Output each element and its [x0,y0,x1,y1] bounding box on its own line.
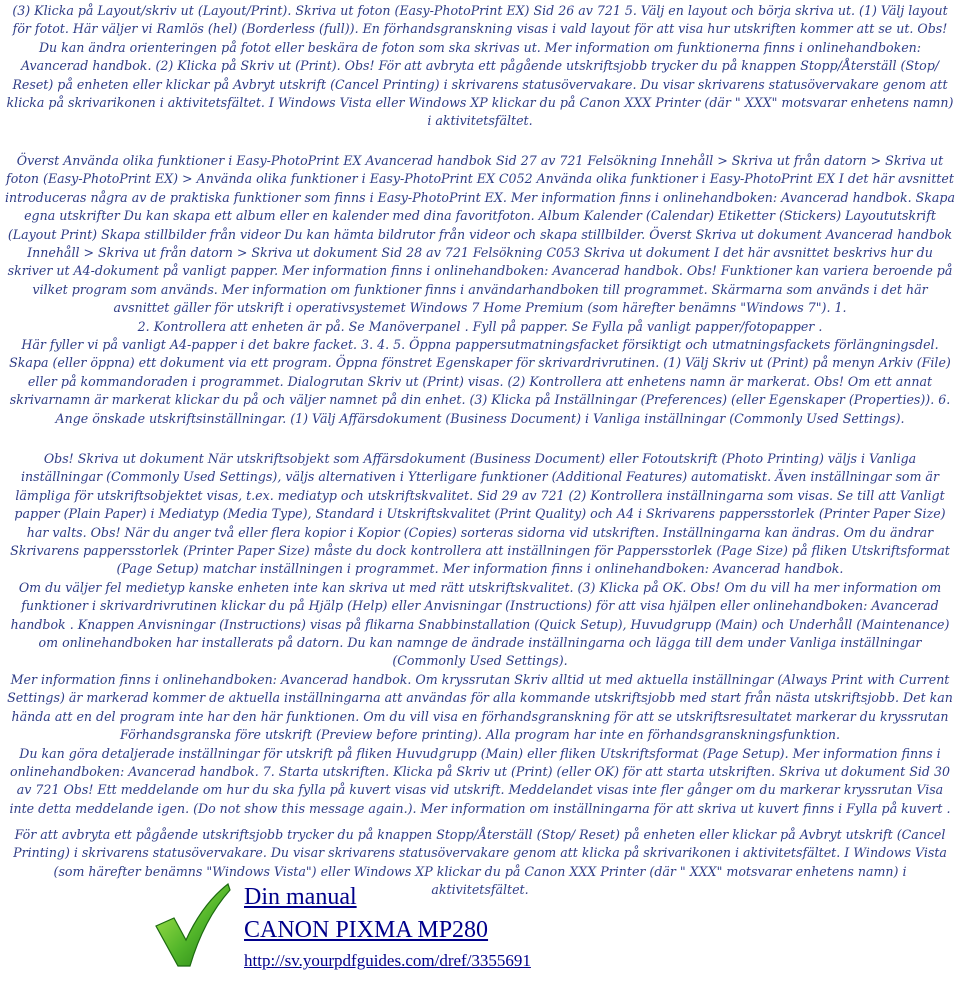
product-name-link[interactable]: CANON PIXMA MP280 [244,917,489,943]
text-paragraph: Överst Använda olika funktioner i Easy-PhotoPrint EX Avancerad handbok Sid 27 av 721 Felsökning Innehåll > Skriva ut från datorn > Skriva ut foton (Easy-PhotoPrint EX) > Använda olika funktioner i Easy-PhotoPrint EX C052 Använda olika funktioner i Easy-PhotoPrint EX I det här avsnittet introduceras några av de praktiska funktioner som finns i Easy-PhotoPrint EX. Mer information finns i onlinehandboken: Avancerad handbok. Skapa egna utskrifter Du kan skapa ett album eller en kalender med dina favoritfoton. Album Kalender (Calendar) Etiketter (Stickers) Layoututskrift (Layout Print) Skapa stillbilder från videor Du kan hämta bildrutor från videor och skapa stillbilder. Överst Skriva ut dokument Avancerad handbok Innehåll > Skriva ut från datorn > Skriva ut dokument Sid 28 av 721 Felsökning C053 Skriva ut dokument I det här avsnittet beskrivs hur du skriver ut A4-dokument på vanligt papper. Mer information finns i onlinehandboken: Avancerad handbok. Obs! Funktioner kan variera beroende på vilket program som används. Mer information om funktioner finns i användarhandboken till programmet. Skärmarna som används i det här avsnittet gäller för utskrift i operativsystemet Windows 7 Home Premium (som härefter benämns "Windows 7"). 1. 2. Kontrollera att enheten är på. Se Manöverpanel . Fyll på papper. Se Fylla på vanligt papper/fotopapper . Här fyller vi på vanligt A4-papper i det bakre facket. 3. 4. 5. Öppna pappersutmatningsfacket försiktigt och utmatningsfackets förlängningsdel. Skapa (eller öppna) ett dokument via ett program. Öppna fönstret Egenskaper för skrivardrivrutinen. (1) Välj Skriv ut (Print) på menyn Arkiv (File) eller på kommandoraden i programmet. Dialogrutan Skriv ut (Print) visas. (2) Kontrollera att enhetens namn är markerat. Obs! Om ett annat skrivarnamn är markerat klickar du på och väljer namnet på din enhet. (3) Klicka på Inställningar (Preferences) (eller Egenskaper (Properties)). 6. Ange önskade utskriftsinställningar. (1) Välj Affärsdokument (Business Document) i Vanliga inställningar (Commonly Used Settings). [5,153,955,426]
manual-title-link[interactable]: Din manual [244,884,357,910]
manual-footer [0,880,960,980]
manual-links [244,882,531,972]
text-paragraph: (3) Klicka på Layout/skriv ut (Layout/Print). Skriva ut foton (Easy-PhotoPrint EX) Sid 26 av 721 5. Välj en layout och börja skriva ut. (1) Välj layout för fotot. Här väljer vi Ramlös (hel) (Borderless (full)). En förhandsgranskning visas i vald layout för att visa hur utskriften kommer att se ut. Obs! Du kan ändra orienteringen på fotot eller beskära de foton som ska skrivas ut. Mer information om funktionerna finns i onlinehandboken: Avancerad handbok. (2) Klicka på Skriv ut (Print). Obs! För att avbryta ett pågående utskriftsjobb trycker du på knappen Stopp/Återställ (Stop/ Reset) på enheten eller klickar på Avbryt utskrift (Cancel Printing) i skrivarens statusövervakare. Du visar skrivarens statusövervakare genom att klicka på skrivarikonen i aktivitetsfältet. I Windows Vista eller Windows XP klickar du på Canon XXX Printer (där " XXX" motsvarar enhetens namn) i aktivitetsfältet. [6,3,954,129]
green-checkmark-icon [152,882,232,968]
text-paragraph: Obs! Skriva ut dokument När utskriftsobjekt som Affärsdokument (Business Document) eller Fotoutskrift (Photo Printing) väljs i Vanliga inställningar (Commonly Used Settings), väljs alternativen i Ytterligare funktioner (Additional Features) automatiskt. Även inställningar som är lämpliga för utskriftsobjektet visas, t.ex. mediatyp och utskriftskvalitet. Sid 29 av 721 (2) Kontrollera inställningarna som visas. Se till att Vanligt papper (Plain Paper) i Mediatyp (Media Type), Standard i Utskriftskvalitet (Print Quality) och A4 i Skrivarens pappersstorlek (Printer Paper Size) har valts. Obs! När du anger två eller flera kopior i Kopior (Copies) sorteras sidorna vid utskriften. Inställningarna kan ändras. Om du ändrar Skrivarens pappersstorlek (Printer Paper Size) måste du dock kontrollera att inställningen för Pappersstorlek (Page Size) på fliken Utskriftsformat (Page Setup) matchar inställningen i programmet. Mer information finns i onlinehandboken: Avancerad handbok. Om du väljer fel medietyp kanske enheten inte kan skriva ut med rätt utskriftskvalitet. (3) Klicka på OK. Obs! Om du vill ha mer information om funktioner i skrivardrivrutinen klickar du på Hjälp (Help) eller Anvisningar (Instructions) för att visa hjälpen eller onlinehandboken: Avancerad handbok . Knappen Anvisningar (Instructions) visas på flikarna Snabbinstallation (Quick Setup), Huvudgrupp (Main) och Underhåll (Maintenance) om onlinehandboken har installerats på datorn. Du kan namnge de ändrade inställningarna och lägga till dem under Vanliga inställningar (Commonly Used Settings). Mer information finns i onlinehandboken: Avancerad handbok. Om kryssrutan Skriv alltid ut med aktuella inställningar (Always Print with Current Settings) är markerad kommer de aktuella inställningarna att användas för alla kommande utskriftsjobb med start från nästa utskriftsjobb. Det kan hända att en del program inte har den här funktionen. Om du vill visa en förhandsgranskning för att se utskriftsresultatet markerar du kryssrutan Förhandsgranska före utskrift (Preview before printing). Alla program har inte en förhandsgranskningsfunktion. Du kan göra detaljerade inställningar för utskrift på fliken Huvudgrupp (Main) eller fliken Utskriftsformat (Page Setup). Mer information finns i onlinehandboken: Avancerad handbok. 7. Starta utskriften. Klicka på Skriv ut (Print) (eller OK) för att starta utskriften. Skriva ut dokument Sid 30 av 721 Obs! Ett meddelande om hur du ska fylla på kuvert visas vid utskrift. Meddelandet visas inte fler gånger om du markerar kryssrutan Visa inte detta meddelande igen. (Do not show this message again.). Mer information om inställningarna för att skriva ut kuvert finns i Fylla på kuvert . [7,451,953,816]
text-paragraph: För att avbryta ett pågående utskriftsjobb trycker du på knappen Stopp/Återställ (Stop/ Reset) på enheten eller klickar på Avbryt utskrift (Cancel Printing) i skrivarens statusövervakare. Du visar skrivarens statusövervakare genom att klicka på skrivarikonen i aktivitetsfältet. I Windows Vista (som härefter benämns "Windows Vista") eller Windows XP klickar du på Canon XXX Printer (där " XXX" motsvarar enhetens namn) i aktivitetsfältet. [13,827,947,898]
manual-url-link[interactable]: http://sv.yourpdfguides.com/dref/3355691 [244,951,531,970]
